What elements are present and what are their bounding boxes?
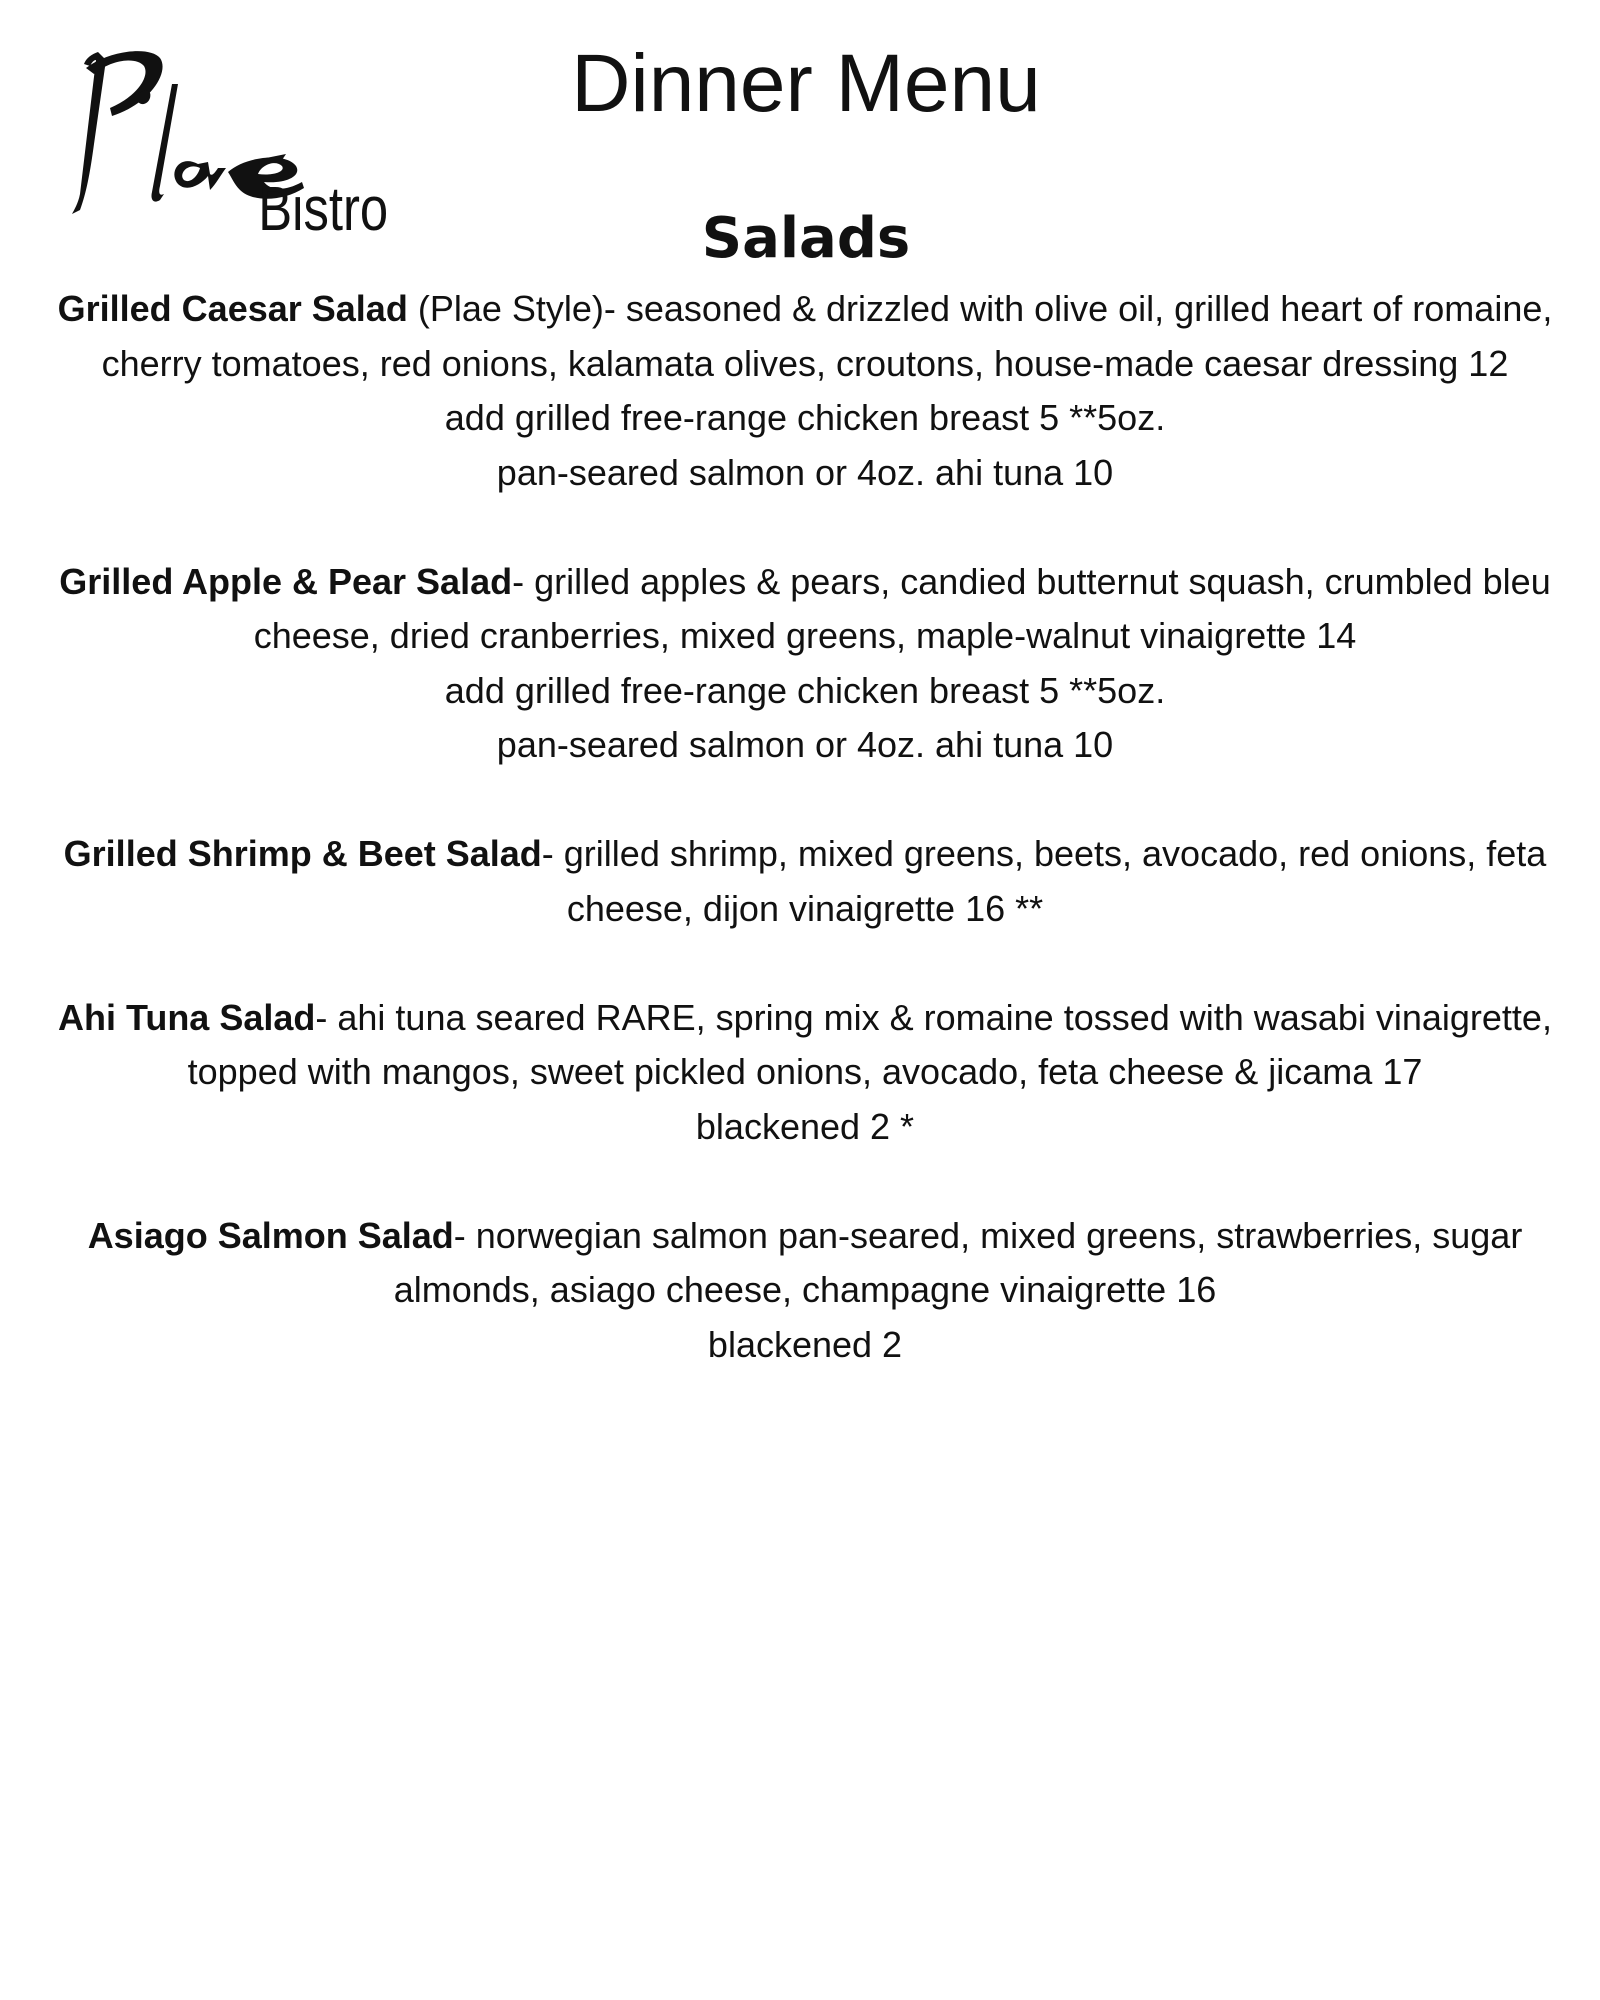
menu-item-text — [55, 1209, 1555, 1318]
menu-item-name: Grilled Caesar Salad — [57, 288, 408, 329]
menu-item — [55, 282, 1555, 500]
menu-item-text — [55, 991, 1555, 1100]
menu-item-text — [55, 282, 1555, 391]
menu-item — [55, 1209, 1555, 1373]
section-title-salads: Salads — [701, 206, 911, 271]
menu-item-name: Ahi Tuna Salad — [58, 996, 316, 1038]
salad-menu-list — [55, 282, 1555, 1427]
menu-item-description: - ahi tuna seared RARE, spring mix & romaine tossed with wasabi vinaigrette, topped with mangos, sweet pickled onions, avocado, feta cheese & jicama 17 — [187, 996, 1552, 1092]
logo-bistro-word: Bistro — [258, 175, 389, 244]
menu-item-name: Asiago Salmon Salad — [87, 1214, 454, 1256]
menu-item-addon: add grilled free-range chicken breast 5 **5oz. — [444, 397, 1166, 438]
menu-item-addon: blackened 2 — [707, 1323, 903, 1365]
menu-item-name: Grilled Shrimp & Beet Salad — [63, 833, 542, 874]
menu-item-addon: add grilled free-range chicken breast 5 **5oz. — [444, 669, 1166, 711]
menu-item — [55, 555, 1555, 773]
menu-item-name: Grilled Apple & Pear Salad — [59, 560, 513, 602]
menu-item-text — [55, 555, 1555, 664]
menu-item-text — [55, 827, 1555, 936]
page-title: Dinner Menu — [571, 38, 1041, 129]
menu-item — [55, 991, 1555, 1155]
menu-item-addon: pan-seared salmon or 4oz. ahi tuna 10 — [496, 451, 1114, 493]
menu-item-description: - norwegian salmon pan-seared, mixed greens, strawberries, sugar almonds, asiago cheese, champagne vinaigrette 16 — [393, 1214, 1523, 1310]
menu-item-description: - grilled apples & pears, candied butternut squash, crumbled bleu cheese, dried cranberries, mixed greens, maple-walnut vinaigrette 14 — [253, 560, 1551, 656]
menu-item-description: - grilled shrimp, mixed greens, beets, avocado, red onions, feta cheese, dijon vinaigrette 16 ** — [541, 833, 1547, 929]
menu-item-description: (Plae Style)- seasoned & drizzled with olive oil, grilled heart of romaine, cherry tomatoes, red onions, kalamata olives, croutons, house-made caesar dressing 12 — [101, 288, 1553, 384]
menu-item — [55, 827, 1555, 936]
menu-item-addon: pan-seared salmon or 4oz. ahi tuna 10 — [496, 724, 1114, 765]
menu-item-addon: blackened 2 * — [695, 1105, 915, 1147]
